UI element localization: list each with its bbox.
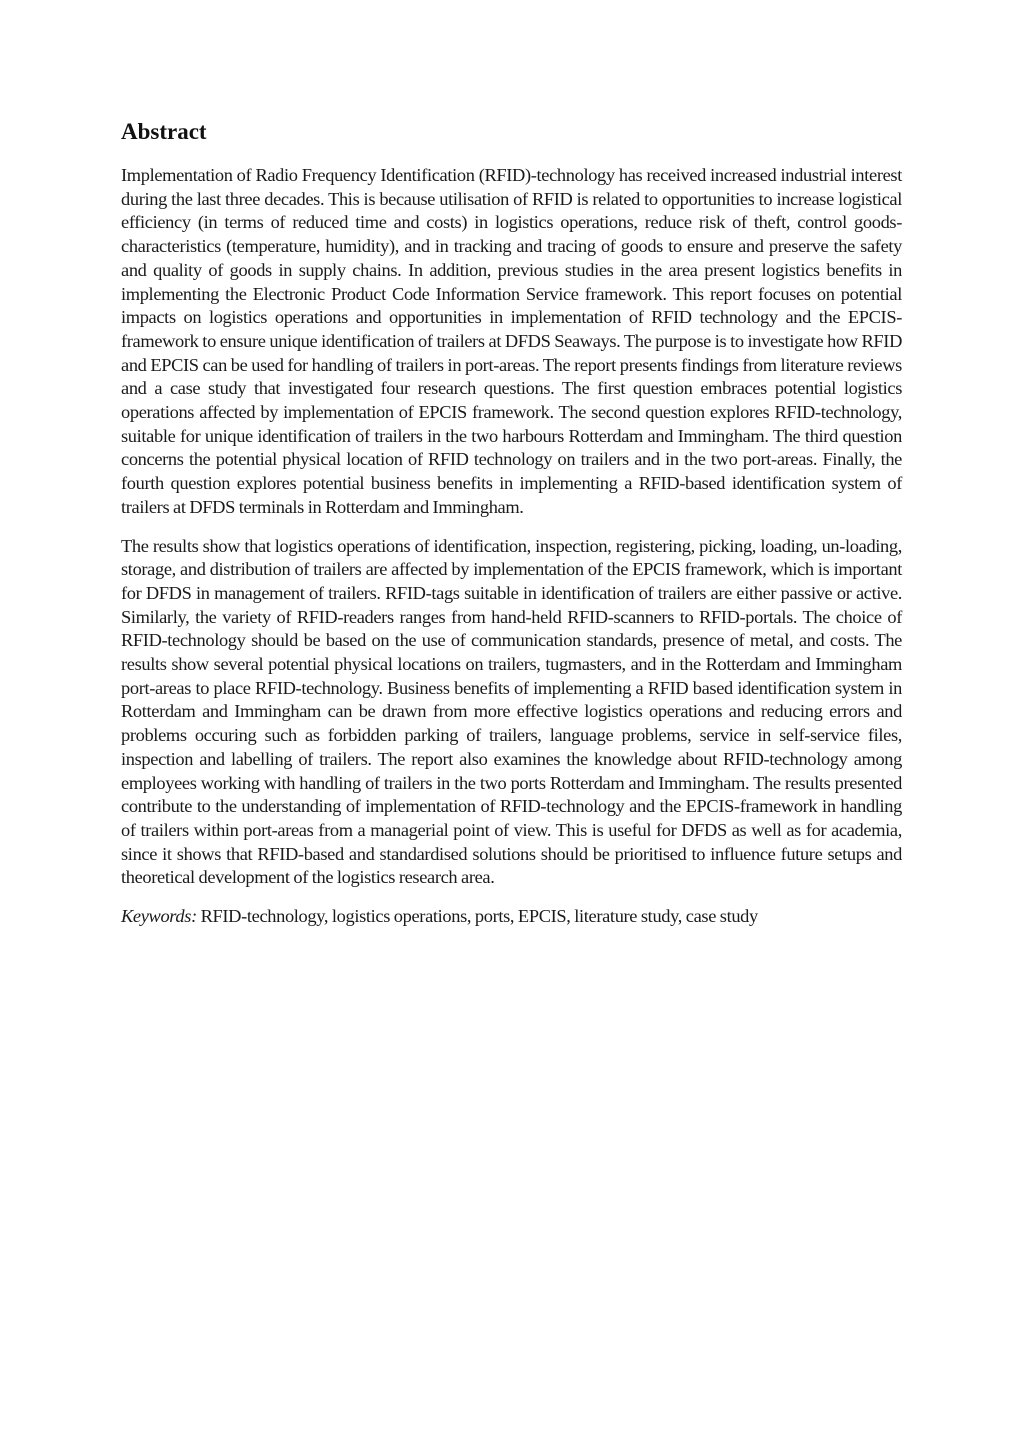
keywords-line <box>121 905 836 929</box>
abstract-heading: Abstract <box>121 119 207 144</box>
keywords-label: Keywords: <box>121 906 197 927</box>
abstract-paragraph-2: The results show that logistics operations of identification, inspection, registering, picking, loading, un-loading, storage, and distribution of trailers are affected by implementation of the EPCIS framework, which is important for DFDS in management of trailers. RFID-tags suitable in identification of trailers are either passive or active. Similarly, the variety of RFID-readers ranges from hand-held RFID-scanners to RFID-portals. The choice of RFID-technology should be based on the use of communication standards, presence of metal, and costs. The results show several potential physical locations on trailers, tugmasters, and in the Rotterdam and Immingham port-areas to place RFID-technology. Business benefits of implementing a RFID based identification system in Rotterdam and Immingham can be drawn from more effective logistics operations and reducing errors and problems occuring such as forbidden parking of trailers, language problems, service in self-service files, inspection and labelling of trailers. The report also examines the knowledge about RFID-technology among employees working with handling of trailers in the two ports Rotterdam and Immingham. The results presented contribute to the understanding of implementation of RFID-technology and the EPCIS-framework in handling of trailers within port-areas from a managerial point of view. This is useful for DFDS as well as for academia, since it shows that RFID-based and standardised solutions should be prioritised to influence future setups and theoretical development of the logistics research area. <box>121 535 902 888</box>
abstract-section <box>121 116 902 929</box>
abstract-paragraph-1: Implementation of Radio Frequency Identification (RFID)-technology has received increased industrial interest during the last three decades. This is because utilisation of RFID is related to opportunities to increase logistical efficiency (in terms of reduced time and costs) in logistics operations, reduce risk of theft, control goods-characteristics (temperature, humidity), and in tracking and tracing of goods to ensure and preserve the safety and quality of goods in supply chains. In addition, previous studies in the area present logistics benefits in implementing the Electronic Product Code Information Service framework. This report focuses on potential impacts on logistics operations and opportunities in implementation of RFID technology and the EPCIS-framework to ensure unique identification of trailers at DFDS Seaways. The purpose is to investigate how RFID and EPCIS can be used for handling of trailers in port-areas. The report presents findings from literature reviews and a case study that investigated four research questions. The first question embraces potential logistics operations affected by implementation of EPCIS framework. The second question explores RFID-technology, suitable for unique identification of trailers in the two harbours Rotterdam and Immingham. The third question concerns the potential physical location of RFID technology on trailers and in the two port-areas. Finally, the fourth question explores potential business benefits in implementing a RFID-based identification system of trailers at DFDS terminals in Rotterdam and Immingham. <box>121 165 902 517</box>
keywords-text: RFID-technology, logistics operations, ports, EPCIS, literature study, case study <box>196 906 758 927</box>
